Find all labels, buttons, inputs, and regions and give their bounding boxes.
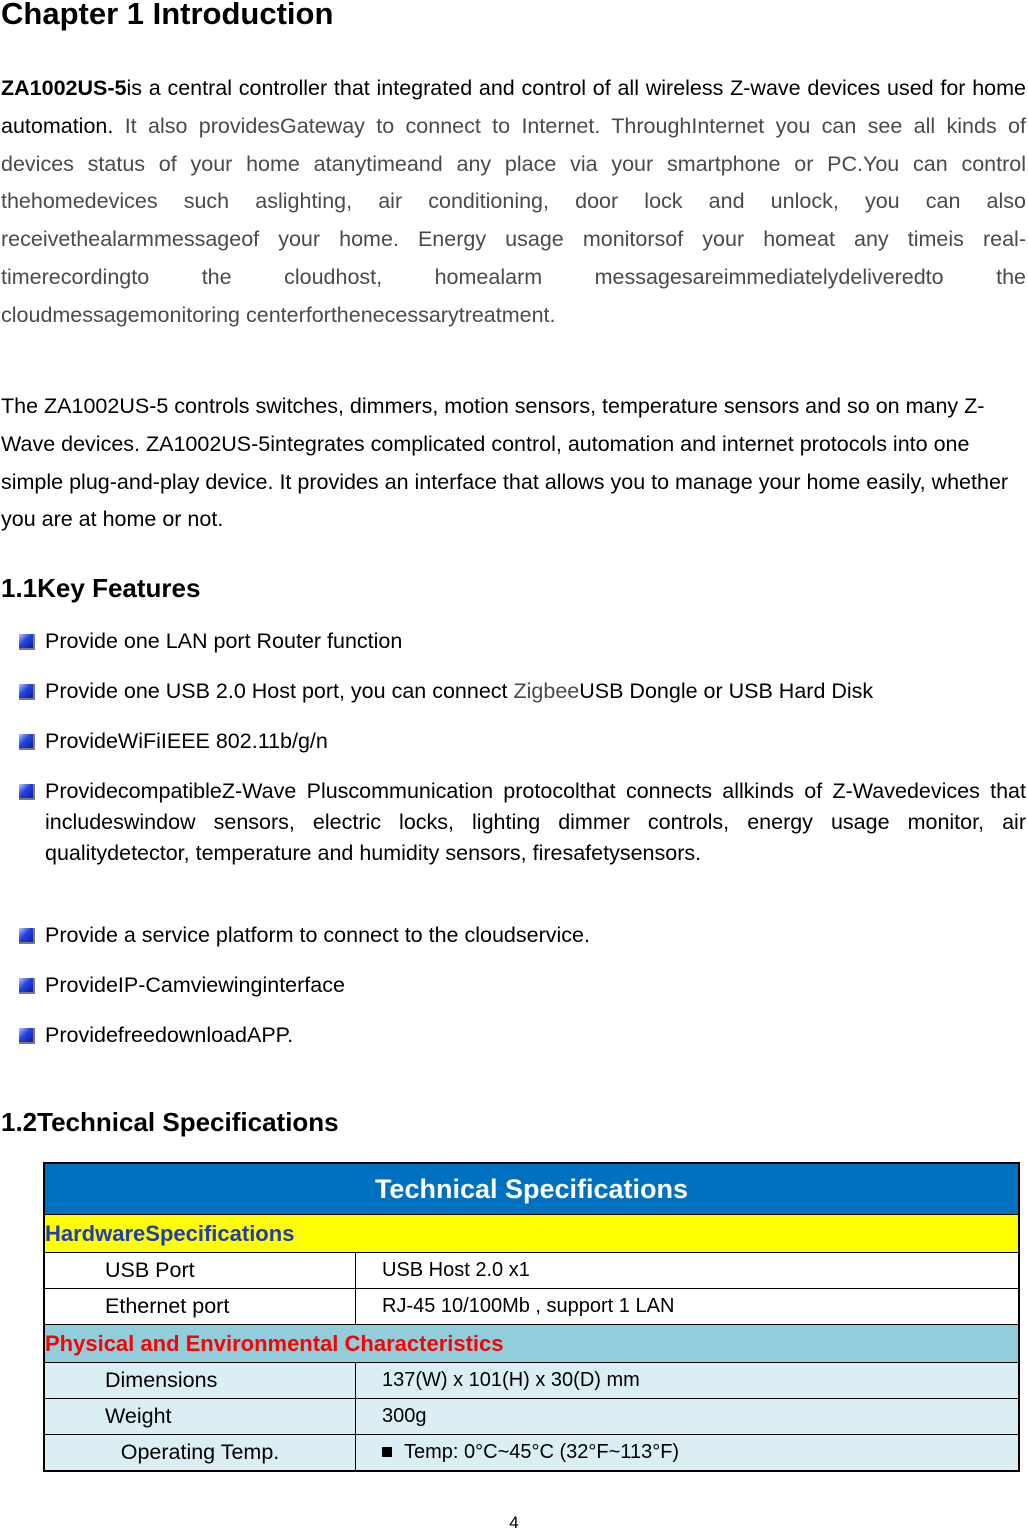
square-bullet-icon <box>19 734 35 750</box>
spec-table-title: Technical Specifications <box>44 1163 1019 1215</box>
intro-text-2: It also providesGateway to connect to Internet. ThroughInternet you can see all kinds of devices status of your home atanytimeand any place via your smartphone or PC.You can control thehomedevices such aslighting, air conditioning, door lock and unlock, you can also receivethealarmmessageof your home. Energy usage monitorsof your homeat any timeis real-timerecordingto the cloudhost, homealarm messagesareimmediatelydeliveredto the cloudmessagemonitoring centerforthenecessarytreatment. <box>1 113 1026 327</box>
feature-item: Provide one USB 2.0 Host port, you can connect ZigbeeUSB Dongle or USB Hard Disk <box>19 676 1026 707</box>
key-features-heading: 1.1Key Features <box>1 573 201 603</box>
spec-label: USB Port <box>44 1253 356 1289</box>
spec-value: 137(W) x 101(H) x 30(D) mm <box>356 1363 1020 1399</box>
square-bullet-icon <box>19 684 35 700</box>
table-row <box>44 1289 1019 1325</box>
spec-value: 300g <box>356 1399 1020 1435</box>
intro-paragraph <box>1 70 1026 335</box>
square-bullet-icon <box>19 1028 35 1044</box>
feature-item: ProvideWiFiIEEE 802.11b/g/n <box>19 726 1026 757</box>
spec-value: Temp: 0°C~45°C (32°F~113°F) <box>356 1435 1020 1472</box>
square-bullet-icon <box>382 1447 392 1457</box>
table-row <box>44 1435 1019 1472</box>
feature-list <box>19 626 1026 657</box>
table-row <box>44 1363 1019 1399</box>
square-bullet-icon <box>19 978 35 994</box>
spec-table <box>43 1162 1020 1472</box>
feature-list <box>19 1020 1026 1051</box>
product-name: ZA1002US-5 <box>1 76 127 100</box>
feature-list <box>19 970 1026 1001</box>
feature-item: Provide a service platform to connect to the cloudservice. <box>19 920 1026 951</box>
physical-section-header: Physical and Environmental Characteristics <box>44 1325 1019 1363</box>
table-row <box>44 1253 1019 1289</box>
feature-item: ProvideIP-Camviewinginterface <box>19 970 1026 1001</box>
page-number: 4 <box>509 1513 519 1532</box>
spec-label: Dimensions <box>44 1363 356 1399</box>
feature-list <box>19 726 1026 757</box>
overview-paragraph: The ZA1002US-5 controls switches, dimmers, motion sensors, temperature sensors and so on many Z-Wave devices. ZA1002US-5integrates complicated control, automation and internet protocols into one simple plug-and-play device. It provides an interface that allows you to manage your home easily, whether you are at home or not. <box>1 394 1009 532</box>
feature-item: Provide one LAN port Router function <box>19 626 1026 657</box>
chapter-title: Chapter 1 Introduction <box>1 0 334 31</box>
hardware-section-header: HardwareSpecifications <box>44 1215 1019 1253</box>
feature-list <box>19 776 1026 869</box>
spec-label: Ethernet port <box>44 1289 356 1325</box>
square-bullet-icon <box>19 784 35 800</box>
square-bullet-icon <box>19 928 35 944</box>
table-row <box>44 1399 1019 1435</box>
feature-list <box>19 676 1026 707</box>
spec-label: Weight <box>44 1399 356 1435</box>
feature-item: ProvidefreedownloadAPP. <box>19 1020 1026 1051</box>
square-bullet-icon <box>19 634 35 650</box>
tech-specs-heading: 1.2Technical Specifications <box>1 1107 339 1137</box>
spec-label: Operating Temp. <box>44 1435 356 1472</box>
feature-item: ProvidecompatibleZ-Wave Pluscommunication protocolthat connects allkinds of Z-Wavedevices that includeswindow sensors, electric locks, lighting dimmer controls, energy usage monitor, air qualitydetector, temperature and humidity sensors, firesafetysensors. <box>19 776 1026 869</box>
spec-value: RJ-45 10/100Mb , support 1 LAN <box>356 1289 1020 1325</box>
feature-list <box>19 920 1026 951</box>
intro-text-1: is a central controller that integrated and control of all wireless Z-wave devices used for home automation. <box>1 76 1026 138</box>
spec-value: USB Host 2.0 x1 <box>356 1253 1020 1289</box>
